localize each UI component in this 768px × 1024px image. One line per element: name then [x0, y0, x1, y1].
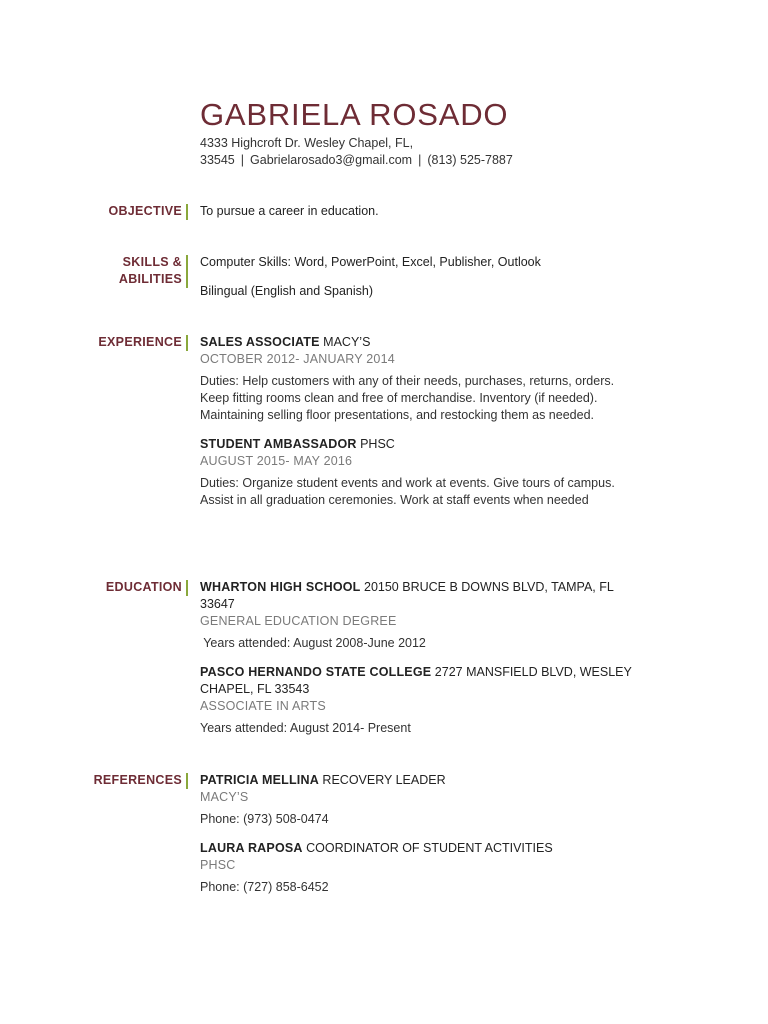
email: Gabrielarosado3@gmail.com: [250, 153, 413, 167]
school-title-line: [200, 664, 645, 698]
zip-code: 33545: [200, 153, 235, 167]
section-label-references: REFERENCES: [93, 773, 182, 787]
reference-phone: Phone: (973) 508-0474: [200, 812, 329, 826]
job-duties: Duties: Organize student events and work at events. Give tours of campus. Assist in all graduation ceremonies. Work at staff events when needed: [200, 476, 615, 507]
reference-entry: [200, 840, 645, 896]
education-list: [200, 579, 645, 747]
section-label-objective: OBJECTIVE: [108, 204, 182, 218]
section-label-experience: EXPERIENCE: [98, 335, 182, 349]
school-name: PASCO HERNANDO STATE COLLEGE: [200, 665, 432, 679]
reference-entry: [200, 772, 645, 828]
school-years: Years attended: August 2014- Present: [200, 721, 411, 735]
job-entry: [200, 334, 645, 424]
experience-list: [200, 334, 645, 519]
section-bar: [186, 335, 188, 351]
reference-role: COORDINATOR OF STUDENT ACTIVITIES: [306, 841, 553, 855]
section-bar: [186, 204, 188, 220]
reference-phone: Phone: (727) 858-6452: [200, 880, 329, 894]
resume-header: [200, 96, 720, 169]
contact-line: [200, 152, 720, 169]
section-bar: [186, 580, 188, 596]
separator: |: [240, 153, 245, 167]
section-bar: [186, 255, 188, 288]
objective-text: To pursue a career in education.: [200, 204, 379, 218]
reference-org: PHSC: [200, 858, 236, 872]
job-employer: PHSC: [360, 437, 395, 451]
skills-label-line1: SKILLS &: [122, 255, 182, 269]
reference-title-line: [200, 772, 645, 789]
job-title-line: [200, 334, 645, 351]
phone: (813) 525-7887: [427, 153, 513, 167]
job-dates: OCTOBER 2012- JANUARY 2014: [200, 352, 395, 366]
candidate-name: GABRIELA ROSADO: [200, 97, 509, 132]
school-degree: ASSOCIATE IN ARTS: [200, 699, 326, 713]
address-line: 4333 Highcroft Dr. Wesley Chapel, FL,: [200, 136, 414, 150]
school-address: 20150 BRUCE B DOWNS BLVD, TAMPA, FL 33647: [200, 580, 614, 611]
school-title-line: [200, 579, 645, 613]
reference-org: MACY’S: [200, 790, 249, 804]
skills-label-line2: ABILITIES: [118, 272, 182, 286]
school-degree: GENERAL EDUCATION DEGREE: [200, 614, 397, 628]
reference-name: PATRICIA MELLINA: [200, 773, 319, 787]
section-label-education: EDUCATION: [105, 580, 182, 594]
reference-name: LAURA RAPOSA: [200, 841, 303, 855]
references-list: [200, 772, 645, 906]
skills-list: [200, 254, 645, 300]
job-duties: Duties: Help customers with any of their needs, purchases, returns, orders. Keep fitting rooms clean and free of merchandise. Inventory (if needed). Maintaining selling floor presentations, and restocking them as needed.: [200, 374, 615, 422]
job-title-line: [200, 436, 645, 453]
reference-role: RECOVERY LEADER: [322, 773, 446, 787]
contact-block: [200, 135, 720, 169]
job-entry: [200, 436, 645, 509]
skill-item: Bilingual (English and Spanish): [200, 284, 374, 298]
job-dates: AUGUST 2015- MAY 2016: [200, 454, 353, 468]
school-name: WHARTON HIGH SCHOOL: [200, 580, 361, 594]
school-years: Years attended: August 2008-June 2012: [200, 636, 426, 650]
school-entry: [200, 579, 645, 652]
job-title: SALES ASSOCIATE: [200, 335, 320, 349]
school-entry: [200, 664, 645, 737]
section-label-skills: [119, 254, 182, 288]
skill-item: Computer Skills: Word, PowerPoint, Excel, Publisher, Outlook: [200, 255, 541, 269]
job-title: STUDENT AMBASSADOR: [200, 437, 357, 451]
section-bar: [186, 773, 188, 789]
separator: |: [418, 153, 422, 167]
school-address: 2727 MANSFIELD BLVD, WESLEY CHAPEL, FL 33543: [200, 665, 632, 696]
job-employer: MACY’S: [323, 335, 371, 349]
reference-title-line: [200, 840, 645, 857]
